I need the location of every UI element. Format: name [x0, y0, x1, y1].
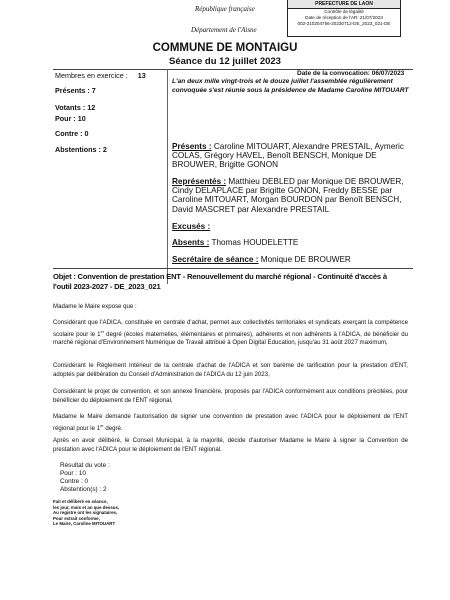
stamp-line-2: Date de réception de l'AR: 21/07/2023	[305, 15, 383, 20]
signature-line-1: Fait et délibéré en séance,	[53, 499, 108, 504]
membres-value: 13	[137, 71, 146, 80]
column-divider	[167, 69, 168, 284]
stamp-header: PREFECTURE DE LAON	[288, 0, 400, 9]
considerant-1-sup: er	[100, 328, 105, 334]
representes-label: Représentés :	[172, 177, 227, 186]
votants-count: Votants : 12	[55, 103, 96, 112]
intro-text: L'an deux mille vingt-trois et le douze juillet l'assemblée régulièrement convoquée s'est réunie sous la présidence de Madame Caroline MITOUART	[172, 78, 409, 94]
considerant-1-a: Considérant que l'ADICA, constituée en centrale d'achat, permet aux collectivités territoriales et syndicats exerçant la compétence scolaire pour le 1	[53, 319, 408, 338]
vote-result	[60, 462, 110, 494]
demande-autorisation	[53, 413, 408, 433]
objet-divider	[53, 268, 413, 269]
secretaire-label: Secrétaire de séance :	[172, 255, 259, 264]
commune-title: COMMUNE DE MONTAIGU	[152, 42, 298, 54]
presents-block	[172, 142, 412, 170]
excuses-block	[172, 222, 412, 231]
secretaire-block	[172, 255, 412, 264]
absents-label: Absents :	[172, 238, 210, 247]
considerant-1	[53, 319, 408, 348]
secretaire-name: Monique DE BROUWER	[258, 255, 351, 264]
vote-contre: Contre : 0	[60, 478, 89, 485]
demande-a: Madame le Maire demande l'autorisation de signer une convention de prestation avec l'ADICA pour le déploiement de l'ENT régional pour le 1	[53, 413, 408, 432]
contre-count: Contre : 0	[55, 129, 89, 138]
abstentions-count: Abstentions : 2	[55, 145, 107, 154]
signature-line-4: Pour extrait conforme,	[53, 515, 100, 521]
pour-count: Pour : 10	[55, 114, 86, 123]
signature-line-5: Le Maire, Caroline MITOUART	[53, 521, 116, 527]
presents-count: Présents : 7	[55, 86, 96, 95]
seance-date: Séance du 12 juillet 2023	[169, 56, 281, 67]
republique-francaise: République française	[195, 5, 255, 13]
considerant-1-b: degré (écoles maternelles, élémentaires et primaires), adhérents et non adhérents à l'ADICA, de bénéficier du marché régional d'Environnement Numérique de Travail attribué à Open Digital Education, jusqu'au 31 août 2027 maximum,	[53, 330, 408, 347]
representes-block	[172, 177, 412, 214]
considerant-3: Considérant le projet de convention, et son annexe financière, proposés par l'ADICA conformément aux conditions précitées, pour bénéficier du déploiement de l'ENT régional,	[53, 388, 408, 404]
absents-names: Thomas HOUDELETTE	[209, 238, 299, 247]
signature-block	[53, 499, 119, 527]
departement: Département de l'Aisne	[191, 26, 257, 34]
body-intro: Madame le Maire expose que :	[53, 303, 137, 310]
deliberation: Après en avoir délibéré, le Conseil Municipal, à la majorité, décide d'autoriser Madame le Maire à signer la Convention de prestation avec l'ADICA pour le déploiement de l'ENT régional.	[53, 437, 408, 453]
stamp-line-3: 002-210204756-20230712-DE_2023_021-DE	[297, 21, 391, 26]
prefecture-stamp	[287, 0, 401, 37]
vote-pour: Pour : 10	[60, 470, 86, 477]
convocation-date: Date de la convocation: 06/07/2023	[297, 70, 405, 77]
signature-line-3: Au registre ont les signataires,	[53, 510, 118, 516]
stamp-line-1: Contrôle de légalité	[324, 9, 364, 14]
presents-names: Caroline MITOUART, Alexandre PRESTAIL, Aymeric COLAS, Grégory HAVEL, Benoît BENSCH, Monique DE BROUWER, Brigitte GONON	[172, 142, 404, 170]
presents-label: Présents :	[172, 142, 212, 151]
representes-names: Matthieu DEBLED par Monique DE BROUWER, Cindy DELAPLACE par Brigitte GONON, Freddy BESSE par Caroline MITOUART, Morgan BOURDON par Benoît BENSCH, David MASCRET par Alexandre PRESTAIL	[172, 177, 404, 214]
vote-abstentions: Abstention(s) : 2	[60, 486, 107, 493]
considerant-2: Considérant le Règlement Intérieur de la centrale d'achat de l'ADICA et son barème de tarification pour la prestation d'ENT, adoptés par délibération du Conseil d'Administration de l'ADICA du 12 juin 2023,	[53, 362, 408, 378]
signature-line-2: les jour, mois et an que dessus,	[53, 504, 120, 510]
excuses-label: Excusés :	[172, 222, 211, 231]
membres-en-exercice	[55, 71, 146, 80]
demande-sup: er	[100, 422, 104, 428]
vote-title: Résultat du vote :	[60, 462, 110, 469]
membres-label: Membres en exercice :	[55, 71, 128, 80]
objet-title: Objet : Convention de prestation ENT - Renouvellement du marché régional - Continuité d'accès à l'outil 2023-2027 - DE_2023_021	[53, 272, 387, 291]
absents-block	[172, 238, 412, 247]
demande-b: degré.	[103, 424, 123, 432]
